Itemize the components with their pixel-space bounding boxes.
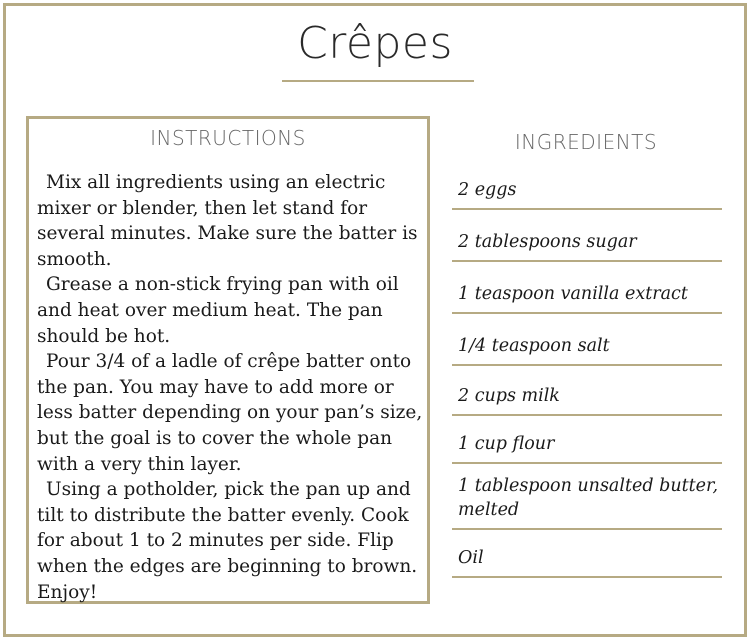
instruction-step-1: Mix all ingredients using an electric mixer or blender, then let stand for several minutes. Make sure the batter is smooth. [37, 172, 418, 270]
ingredient-item [452, 166, 722, 210]
instruction-step-4: Using a potholder, pick the pan up and tilt to distribute the batter evenly. Cook for about 1 to 2 minutes per side. Flip when the edges are beginning to brown. Enjoy! [37, 479, 418, 603]
instructions-body [37, 170, 432, 605]
ingredient-item [452, 420, 722, 464]
instruction-step-2: Grease a non-stick frying pan with oil and heat over medium heat. The pan should be hot. [37, 274, 399, 347]
ingredient-item [452, 466, 722, 530]
ingredient-item [452, 372, 722, 416]
recipe-title: Crêpes [297, 18, 453, 69]
ingredient-label: 1/4 teaspoon salt [458, 336, 610, 356]
ingredient-label: 1 teaspoon vanilla extract [458, 284, 688, 304]
ingredient-item [452, 270, 722, 314]
ingredient-label: 2 eggs [458, 180, 517, 200]
ingredients-heading: INGREDIENTS [514, 130, 658, 154]
ingredient-label: 2 tablespoons sugar [458, 232, 637, 252]
ingredient-item [452, 322, 722, 366]
ingredient-label: 1 tablespoon unsalted butter, melted [458, 476, 719, 520]
ingredient-label: 1 cup flour [458, 434, 555, 454]
ingredient-label: 2 cups milk [458, 386, 560, 406]
ingredient-label: Oil [458, 548, 484, 568]
title-underline [282, 80, 474, 82]
ingredient-item [452, 536, 722, 578]
instruction-step-3: Pour 3/4 of a ladle of crêpe batter onto the pan. You may have to add more or less batter depending on your pan’s size, but the goal is to cover the whole pan with a very thin layer. [37, 351, 423, 475]
ingredient-item [452, 218, 722, 262]
instructions-heading: INSTRUCTIONS [150, 126, 306, 150]
